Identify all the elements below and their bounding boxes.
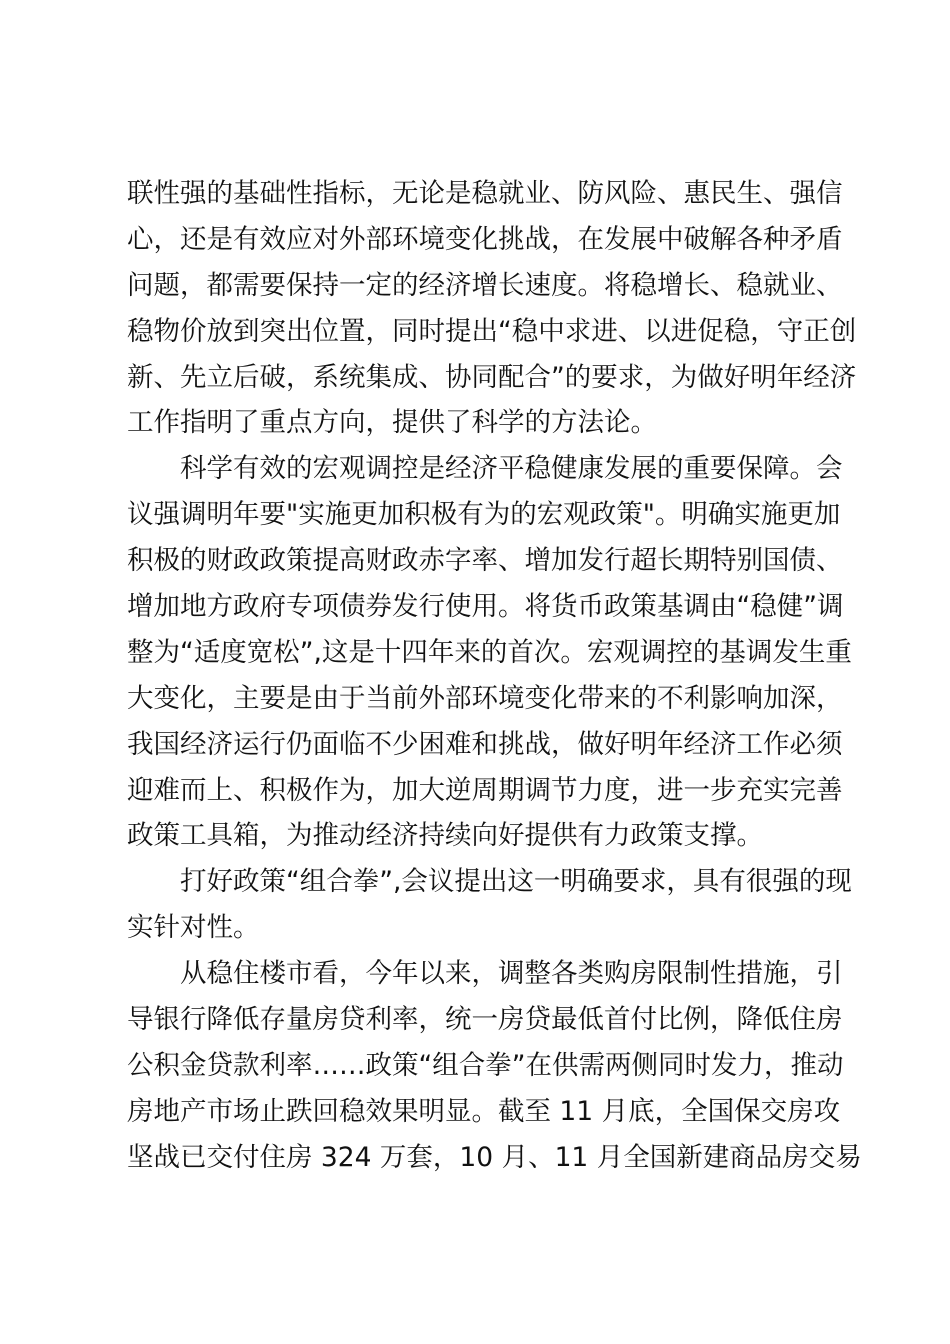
text-line: 政策工具箱，为推动经济持续向好提供有力政策支撑。: [127, 820, 763, 852]
text-line: 新、先立后破，系统集成、协同配合”的要求，为做好明年经济: [127, 361, 857, 393]
text-line: 稳物价放到突出位置，同时提出“稳中求进、以进促稳，守正创: [127, 315, 857, 347]
text-line: 议强调明年要"实施更加积极有为的宏观政策"。明确实施更加: [127, 499, 841, 531]
text-line: 心，还是有效应对外部环境变化挑战，在发展中破解各种矛盾: [127, 223, 843, 255]
text-line: 房地产市场止跌回稳效果明显。截至 11 月底，全国保交房攻: [127, 1095, 841, 1127]
paragraph-housing-market: [127, 951, 862, 1180]
text-line: 整为“适度宽松”,这是十四年来的首次。宏观调控的基调发生重: [127, 636, 852, 668]
text-line: 积极的财政政策提高财政赤字率、增加发行超长期特别国债、: [127, 545, 843, 577]
text-line: 工作指明了重点方向，提供了科学的方法论。: [127, 407, 657, 439]
text-line: 问题，都需要保持一定的经济增长速度。将稳增长、稳就业、: [127, 269, 843, 301]
text-line: 坚战已交付住房 324 万套，10 月、11 月全国新建商品房交易: [127, 1141, 862, 1173]
paragraph-macro-control: [127, 446, 852, 859]
paragraph-policy-combination: [127, 859, 852, 951]
text-line: 公积金贷款利率……政策“组合拳”在供需两侧同时发力，推动: [127, 1049, 844, 1081]
text-line: 科学有效的宏观调控是经济平稳健康发展的重要保障。会: [127, 453, 843, 485]
body-text: [127, 171, 862, 1181]
text-line: 实针对性。: [127, 912, 260, 944]
text-line: 打好政策“组合拳”,会议提出这一明确要求，具有很强的现: [127, 866, 852, 898]
text-line: 迎难而上、积极作为，加大逆周期调节力度，进一步充实完善: [127, 774, 843, 806]
paragraph-growth-indicators: [127, 171, 857, 446]
text-line: 我国经济运行仍面临不少困难和挑战，做好明年经济工作必须: [127, 728, 843, 760]
text-line: 增加地方政府专项债券发行使用。将货币政策基调由“稳健”调: [127, 591, 844, 623]
text-line: 联性强的基础性指标，无论是稳就业、防风险、惠民生、强信: [127, 178, 843, 209]
text-line: 从稳住楼市看，今年以来，调整各类购房限制性措施，引: [127, 958, 843, 990]
text-line: 导银行降低存量房贷利率，统一房贷最低首付比例，降低住房: [127, 1004, 843, 1036]
text-line: 大变化，主要是由于当前外部环境变化带来的不利影响加深，: [127, 682, 843, 714]
